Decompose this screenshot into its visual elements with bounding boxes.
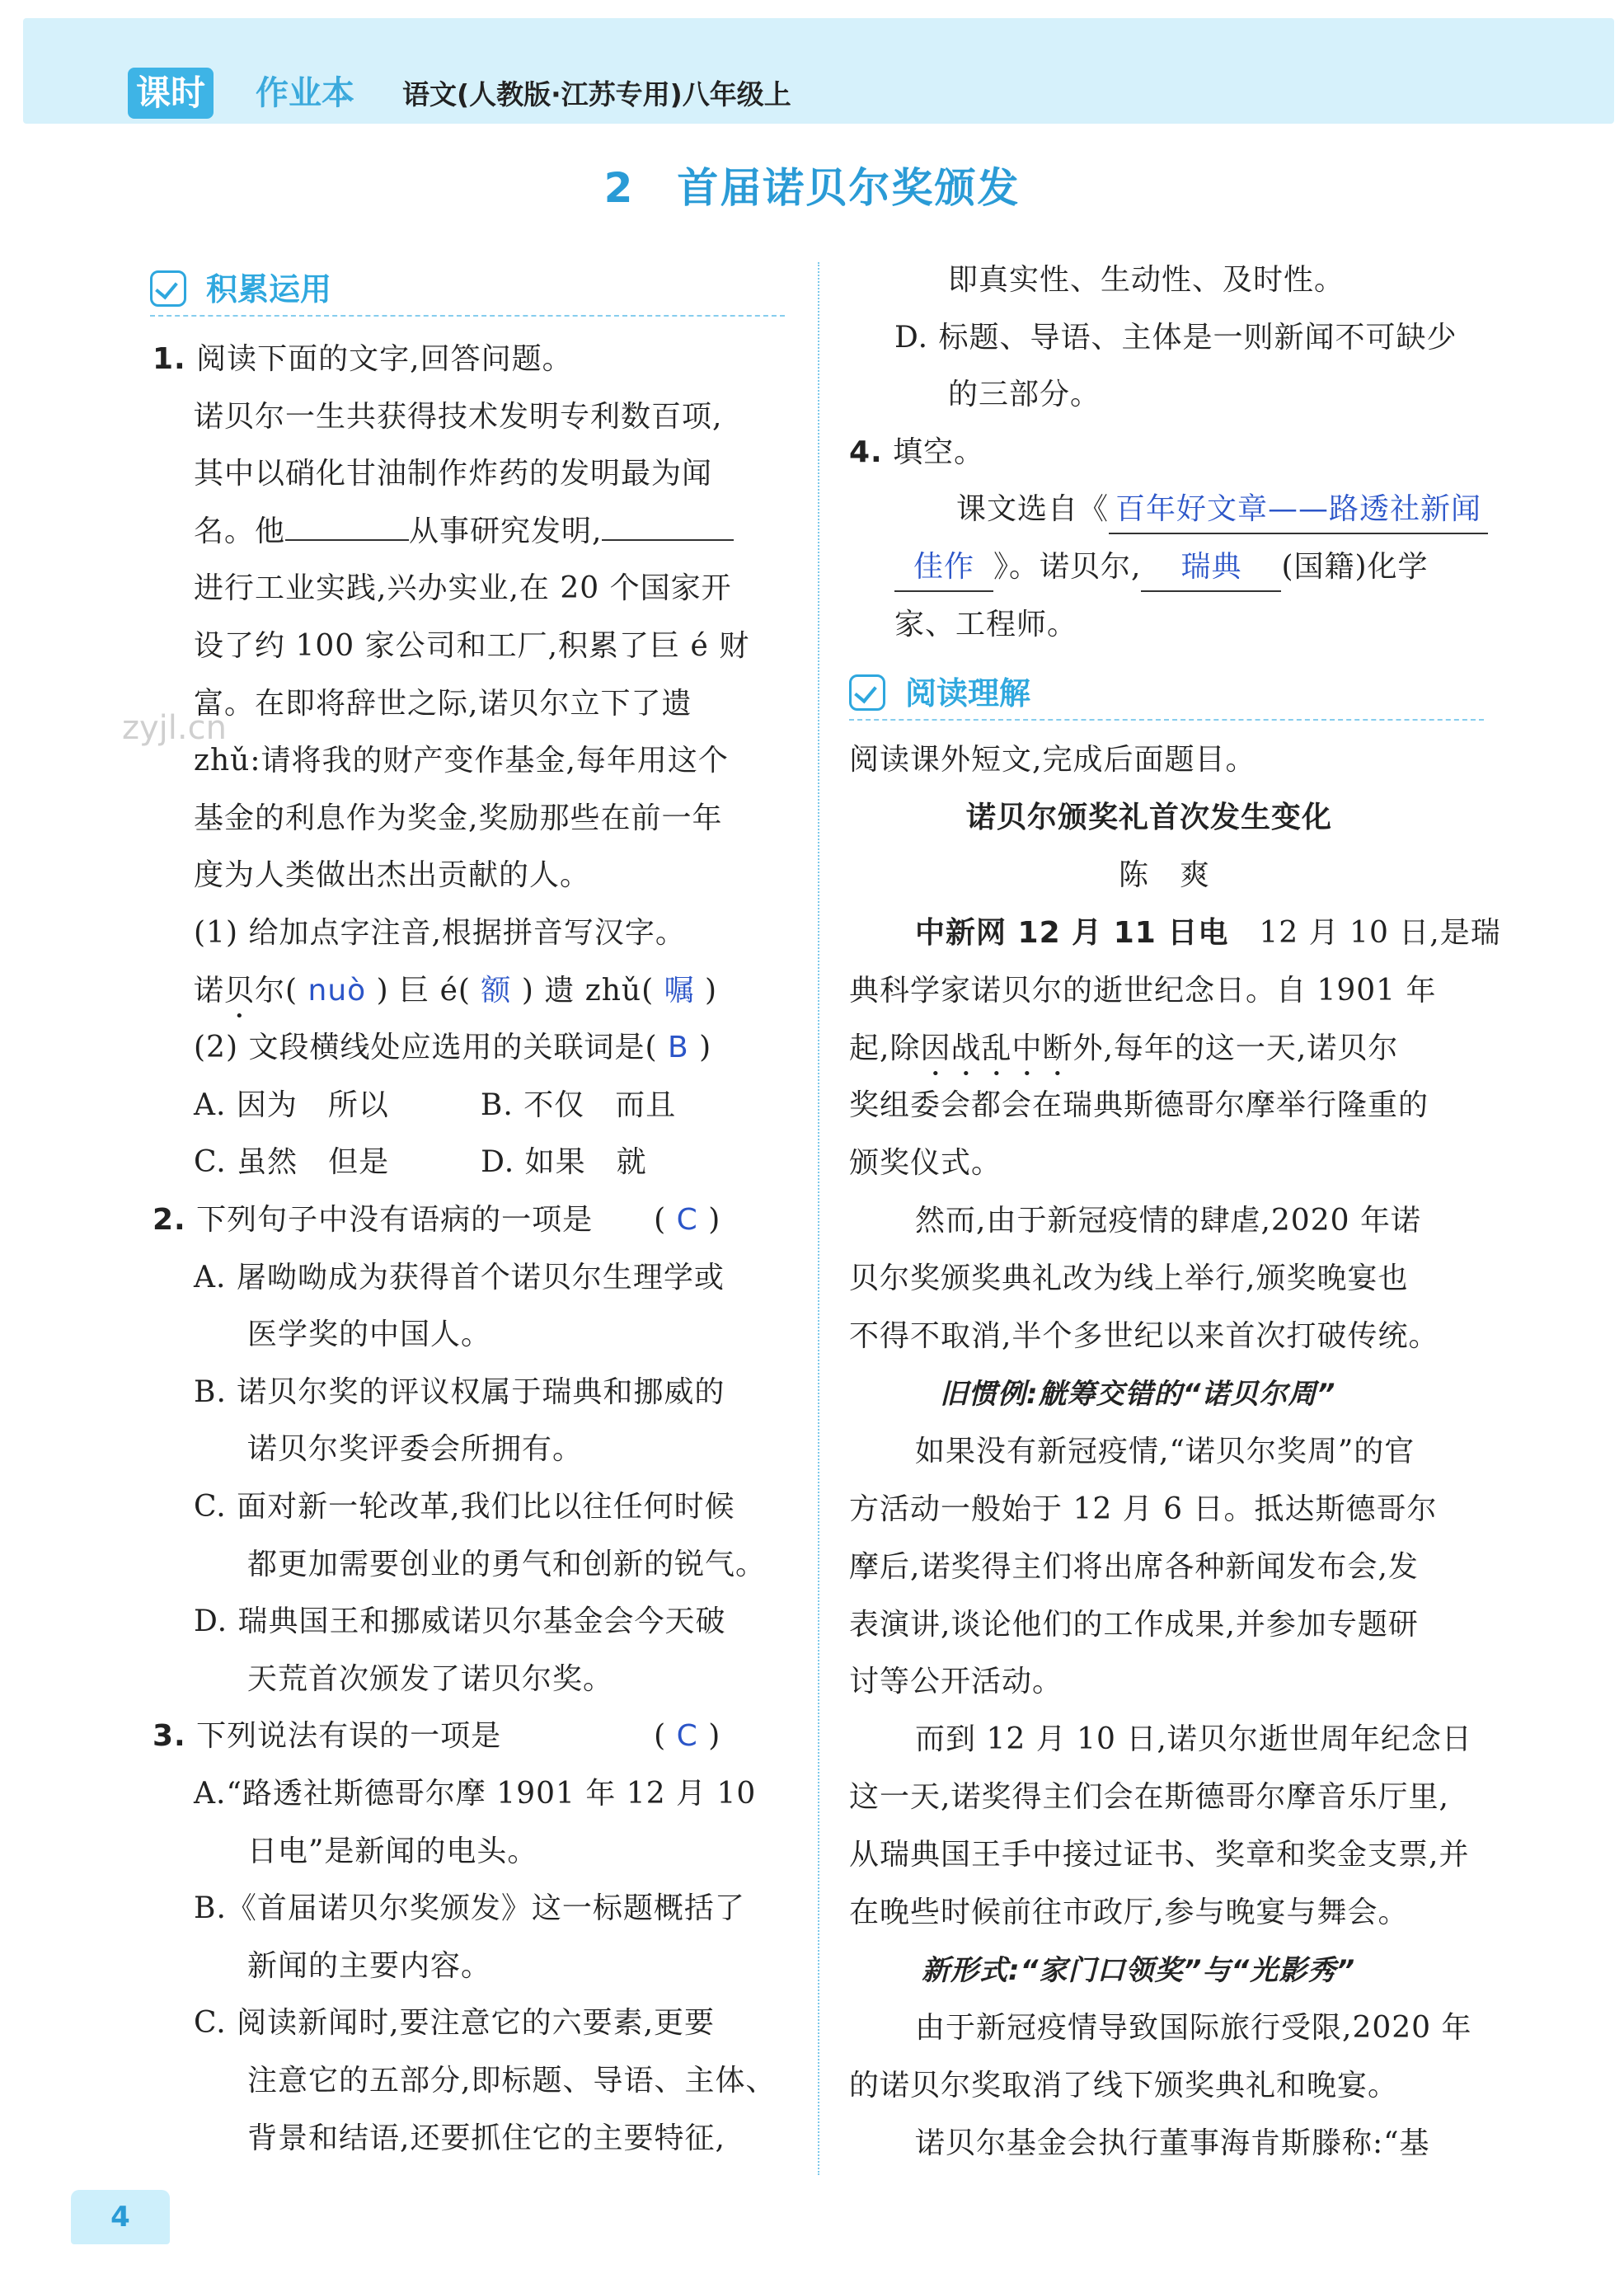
text-line: 佳作 》。诺贝尔, 瑞典 (国籍)化学 <box>894 544 1429 592</box>
page-title: 2 首届诺贝尔奖颁发 <box>603 164 1021 212</box>
column-divider <box>818 262 819 2175</box>
text-line: 富。在即将辞世之际,诺贝尔立下了遗 <box>194 686 692 721</box>
text-line: 即真实性、生动性、及时性。 <box>948 263 1345 297</box>
text-line: 摩后,诺奖得主们将出席各种新闻发布会,发 <box>849 1549 1419 1584</box>
text-line: 名。他 从事研究发明, <box>194 509 734 555</box>
text-line: 日电”是新闻的电头。 <box>247 1834 538 1868</box>
text-line: 医学奖的中国人。 <box>247 1318 492 1352</box>
text-line: 课文选自《 百年好文章——路透社新闻 <box>956 486 1488 534</box>
text-line: 奖组委会都会在瑞典斯德哥尔摩举行隆重的 <box>849 1088 1429 1123</box>
text-line: 注意它的五部分,即标题、导语、主体、 <box>247 2064 777 2098</box>
text-line: 诺贝尔( nuò ) 巨 é( 额 ) 遗 zhǔ( 嘱 ) <box>194 973 718 1008</box>
text-line: 在晚些时候前往市政厅,参与晚宴与舞会。 <box>849 1896 1409 1929</box>
text-line: D. 瑞典国王和挪威诺贝尔基金会今天破 <box>194 1604 726 1639</box>
check-icon <box>150 270 186 307</box>
text-line: 家、工程师。 <box>894 607 1078 641</box>
text-line: 诺贝尔奖评委会所拥有。 <box>247 1432 584 1467</box>
text-line: 方活动一般始于 12 月 6 日。抵达斯德哥尔 <box>849 1492 1438 1526</box>
text-line: A. 因为 所以 B. 不仅 而且 <box>194 1088 677 1122</box>
text-line: (1) 给加点字注音,根据拼音写汉字。 <box>194 916 686 950</box>
text-line: 新形式:“家门口领奖”与“光影秀” <box>922 1953 1356 1987</box>
text-line: 而到 12 月 10 日,诺贝尔逝世周年纪念日 <box>915 1722 1472 1757</box>
text-line: 新闻的主要内容。 <box>247 1948 492 1983</box>
logo-text: 作业本 <box>256 74 354 112</box>
text-line: 中新网 12 月 11 日电 12 月 10 日,是瑞 <box>915 915 1501 950</box>
text-line: 这一天,诺奖得主们会在斯德哥尔摩音乐厅里, <box>849 1780 1449 1815</box>
text-line: 其中以硝化甘油制作炸药的发明最为闻 <box>194 457 713 491</box>
text-line: B.《首届诺贝尔奖颁发》这一标题概括了 <box>194 1891 745 1926</box>
text-line: 设了约 100 家公司和工厂,积累了巨 é 财 <box>194 629 750 663</box>
text-line: 典科学家诺贝尔的逝世纪念日。自 1901 年 <box>849 973 1437 1008</box>
text-line: 度为人类做出杰出贡献的人。 <box>194 858 591 893</box>
text-line: 背景和结语,还要抓住它的主要特征, <box>247 2121 725 2155</box>
section-accumulate <box>150 265 785 315</box>
text-line: 都更加需要创业的勇气和创新的锐气。 <box>247 1547 767 1581</box>
page-number: 4 <box>71 2190 170 2244</box>
check-icon <box>849 674 885 711</box>
section-title: 积累运用 <box>206 271 332 308</box>
text-line: (2) 文段横线处应选用的关联词是( B ) <box>194 1031 712 1065</box>
text-line: 如果没有新冠疫情,“诺贝尔奖周”的官 <box>915 1434 1415 1468</box>
text-line: C. 虽然 但是 D. 如果 就 <box>194 1145 647 1180</box>
text-line: 旧惯例:觥筹交错的“诺贝尔周” <box>940 1377 1336 1411</box>
text-line: B. 诺贝尔奖的评议权属于瑞典和挪威的 <box>194 1374 725 1409</box>
text-line: zhǔ:请将我的财产变作基金,每年用这个 <box>194 744 729 778</box>
book-subject: 语文(人教版·江苏专用)八年级上 <box>402 78 791 110</box>
text-line: 颁奖仪式。 <box>849 1146 1002 1181</box>
text-line: A. 屠呦呦成为获得首个诺贝尔生理学或 <box>194 1260 725 1294</box>
text-line: 不得不取消,半个多世纪以来首次打破传统。 <box>849 1319 1439 1353</box>
text-line: 诺贝尔一生共获得技术发明专利数百项, <box>194 399 723 434</box>
text-line: 3. 下列说法有误的一项是 ( C ) <box>153 1719 721 1754</box>
text-line: C. 面对新一轮改革,我们比以往任何时候 <box>194 1490 735 1524</box>
section-underline <box>150 315 785 317</box>
section-reading <box>849 669 1484 719</box>
text-line: 表演讲,谈论他们的工作成果,并参加专题研 <box>849 1607 1419 1642</box>
text-line: 进行工业实践,兴办实业,在 20 个国家开 <box>194 571 732 606</box>
text-line: 然而,由于新冠疫情的肆虐,2020 年诺 <box>915 1204 1421 1238</box>
text-line: 天荒首次颁发了诺贝尔奖。 <box>247 1661 614 1696</box>
text-line: 从瑞典国王手中接过证书、奖章和奖金支票,并 <box>849 1838 1470 1872</box>
section-title: 阅读理解 <box>905 675 1031 712</box>
watermark: zyjl.cn <box>122 709 227 747</box>
text-line: 4. 填空。 <box>849 435 985 469</box>
text-line: 起,除因战乱中断外,每年的这一天,诺贝尔 <box>849 1031 1399 1065</box>
text-line: 讨等公开活动。 <box>849 1665 1063 1699</box>
text-line: 诺贝尔基金会执行董事海肯斯滕称:“基 <box>915 2126 1430 2160</box>
text-line: 阅读课外短文,完成后面题目。 <box>849 743 1256 777</box>
text-line: A.“路透社斯德哥尔摩 1901 年 12 月 10 <box>194 1777 757 1811</box>
text-line: 的诺贝尔奖取消了线下颁奖典礼和晚宴。 <box>849 2068 1399 2102</box>
text-line: 基金的利息作为奖金,奖励那些在前一年 <box>194 801 723 835</box>
text-line: 诺贝尔颁奖礼首次发生变化 <box>966 800 1333 834</box>
text-line: 由于新冠疫情导致国际旅行受限,2020 年 <box>915 2010 1472 2045</box>
text-line: D. 标题、导语、主体是一则新闻不可缺少 <box>894 320 1457 355</box>
text-line: 陈 爽 <box>1119 857 1211 892</box>
text-line: 贝尔奖颁奖典礼改为线上举行,颁奖晚宴也 <box>849 1261 1409 1296</box>
text-line: 2. 下列句子中没有语病的一项是 ( C ) <box>153 1203 721 1237</box>
text-line: 1. 阅读下面的文字,回答问题。 <box>153 342 573 376</box>
logo-highlight: 课时 <box>128 68 214 119</box>
text-line: C. 阅读新闻时,要注意它的六要素,更要 <box>194 2006 716 2041</box>
section-underline <box>849 719 1484 721</box>
text-line: 的三部分。 <box>948 378 1101 412</box>
